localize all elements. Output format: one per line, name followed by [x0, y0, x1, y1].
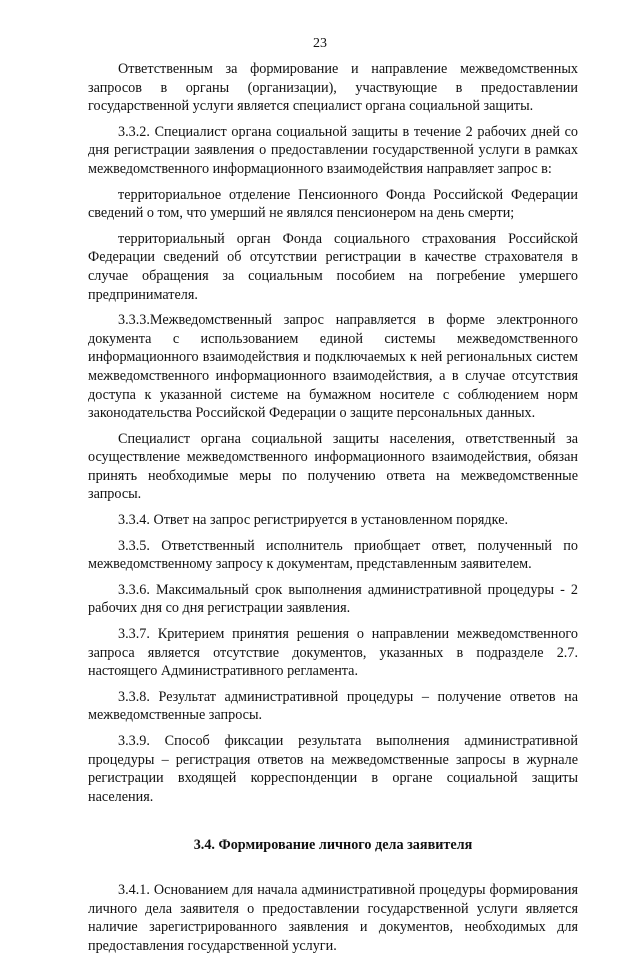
paragraph-3-3-8: 3.3.8. Результат административной процедуры – получение ответов на межведомственные запросы. — [88, 688, 578, 724]
paragraph-3-4-1: 3.4.1. Основанием для начала административной процедуры формирования личного дела заявителя о предоставлении государственной услуги является наличие зарегистрированного заявления и документов, необходимых для предоставления государственной услуги. — [88, 881, 578, 954]
section-heading: 3.4. Формирование личного дела заявителя — [193, 837, 473, 854]
paragraph-3-3-7: 3.3.7. Критерием принятия решения о направлении межведомственного запроса является отсутствие документов, указанных в подразделе 2.7. настоящего Административного регламента. — [88, 626, 578, 680]
paragraph-responsible: Ответственным за формирование и направление межведомственных запросов в органы (организации), участвующие в предоставлении государственной услуги является специалист органа социальной защиты. — [88, 61, 578, 115]
page-number: 23 — [313, 36, 327, 51]
paragraph-3-3-5: 3.3.5. Ответственный исполнитель приобщает ответ, полученный по межведомственному запросу к документам, представленным заявителем. — [88, 537, 578, 573]
paragraph-3-3-3: 3.3.3.Межведомственный запрос направляется в форме электронного документа с использованием единой системы межведомственного информационного взаимодействия и подключаемых к ней региональных систем межведомственного информационного взаимодействия, а в случае отсутствия доступа к указанной системе на бумажном носителе с соблюдением норм законодательства Российской Федерации о защите персональных данных. — [88, 312, 578, 422]
paragraph-3-3-6: 3.3.6. Максимальный срок выполнения административной процедуры - 2 рабочих дня со дня регистрации заявления. — [88, 581, 578, 617]
paragraph-social-insurance-fund: территориальный орган Фонда социального страхования Российской Федерации сведений об отсутствии регистрации в качестве страхователя в случае обращения за социальным пособием на погребение умершего предпринимателя. — [88, 230, 578, 303]
paragraph-3-3-9: 3.3.9. Способ фиксации результата выполнения административной процедуры – регистрация ответов на межведомственные запросы в журнале регистрации входящей корреспонденции в органе социальной защиты населения. — [88, 733, 578, 805]
paragraph-pension-fund: территориальное отделение Пенсионного Фонда Российской Федерации сведений о том, что умерший не являлся пенсионером на день смерти; — [88, 186, 578, 222]
paragraph-3-3-4: 3.3.4. Ответ на запрос регистрируется в установленном порядке. — [118, 512, 509, 529]
document-body — [88, 60, 578, 962]
paragraph-3-3-2: 3.3.2. Специалист органа социальной защиты в течение 2 рабочих дней со дня регистрации заявления о предоставлении государственной услуги в рамках межведомственного информационного взаимодействия направляет запрос в: — [88, 123, 578, 177]
paragraph-specialist-obligation: Специалист органа социальной защиты населения, ответственный за осуществление межведомственного информационного взаимодействия, обязан принять необходимые меры по получению ответа на межведомственные запросы. — [88, 430, 578, 503]
